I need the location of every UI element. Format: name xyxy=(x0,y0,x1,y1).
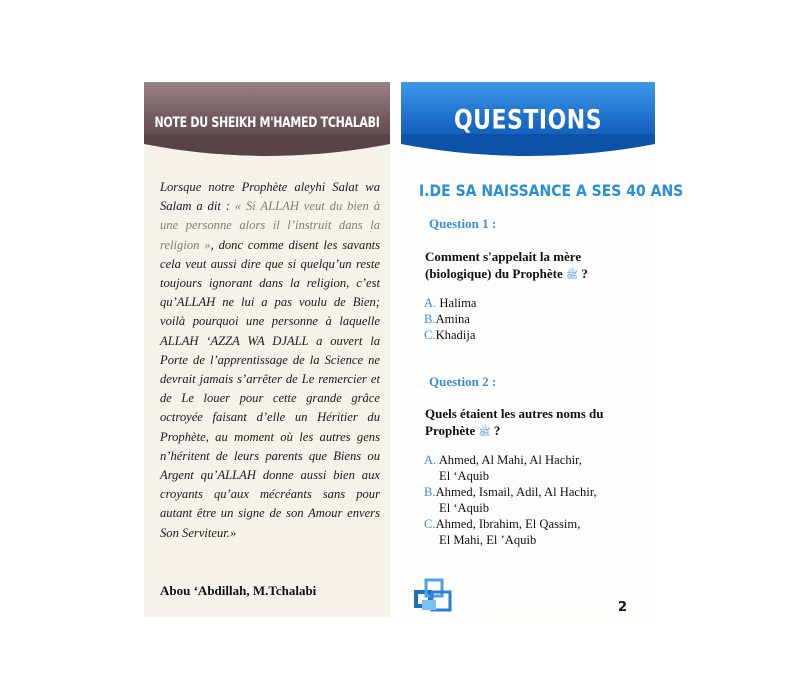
quote-hadith: « Si ALLAH veut du bien à une personne alors il l’instruit dans la religion » xyxy=(160,199,380,252)
section-title: I.DE SA NAISSANCE A SES 40 ANS xyxy=(419,182,684,201)
answer-continuation: El ‘Aquib xyxy=(439,501,490,515)
page-number: 2 xyxy=(618,600,628,615)
banner-curve xyxy=(144,134,390,156)
answer-text: Halima xyxy=(436,296,477,310)
answer-option[interactable] xyxy=(424,295,644,311)
answer-continuation: El Mahi, El ’Aquib xyxy=(439,533,537,547)
question-1-answers xyxy=(424,295,644,343)
answer-option[interactable] xyxy=(424,311,644,327)
question-1-body: Comment s'appelait la mère (biologique) du Prophète xyxy=(425,249,582,281)
question-2-answers xyxy=(424,452,644,548)
left-page xyxy=(144,82,390,617)
answer-letter: A. xyxy=(424,453,437,467)
banner-curve xyxy=(401,134,655,156)
answer-letter: B. xyxy=(424,485,436,499)
signature: Abou ‘Abdillah, M.Tchalabi xyxy=(160,583,317,598)
question-1-text xyxy=(425,248,635,284)
answer-option[interactable] xyxy=(424,327,644,343)
answer-letter: C. xyxy=(424,328,436,342)
sheikh-quote xyxy=(160,178,380,543)
answer-text: Ahmed, Al Mahi, Al Hachir, xyxy=(436,453,582,467)
quote-intro: Lorsque notre Prophète aleyhi Salat wa Salam a dit : xyxy=(160,180,380,214)
pbuh-icon: ﷺ xyxy=(478,427,491,438)
question-1-end: ? xyxy=(578,266,588,281)
answer-continuation: El ‘Aquib xyxy=(439,469,490,483)
logo-icon xyxy=(412,576,454,614)
right-banner xyxy=(401,82,655,154)
pbuh-icon: ﷺ xyxy=(565,270,579,281)
question-2-body: Quels étaient les autres noms du Prophète xyxy=(425,406,604,438)
question-2-text xyxy=(425,405,635,441)
left-banner-title: NOTE DU SHEIKH M'HAMED TCHALABI xyxy=(154,114,380,131)
question-2-end: ? xyxy=(490,423,501,438)
answer-letter: A. xyxy=(424,296,437,310)
right-banner-title: QUESTIONS xyxy=(453,105,603,136)
answer-letter: B. xyxy=(424,312,436,326)
question-1-label: Question 1 : xyxy=(429,216,497,231)
question-2-label: Question 2 : xyxy=(429,374,497,389)
right-page xyxy=(401,82,684,617)
answer-text: Ahmed, Ibrahim, El Qassim, xyxy=(435,517,581,531)
quote-body: , donc comme disent les savants cela veut aussi dire que si quelqu’un reste toujours ignorant dans la religion, c’est qu’ALLAH ne lui a pas voulu de Bien; voilà pourquoi une personne à laquelle ALLAH ‘AZZA WA DJALL a ouvert la Porte de l’apprentissage de la Science ne devrait jamais s’arrêter de Le remercier et de Le louer pour cette grande grâce octroyée faisant d’elle un Héritier du Prophète, au moment où les autres gens n’héritent de leurs parents que Biens ou Argent qu’ALLAH donne aussi bien aux croyants qu’aux mécréants sans pour autant être un signe de son Amour envers Son Serviteur.» xyxy=(160,237,381,540)
answer-letter: C. xyxy=(424,517,436,531)
answer-option[interactable] xyxy=(424,484,644,516)
answer-option[interactable] xyxy=(424,516,644,548)
answer-text: Khadija xyxy=(435,328,476,342)
answer-text: Ahmed, Ismail, Adil, Al Hachir, xyxy=(435,485,597,499)
left-banner xyxy=(144,82,390,154)
answer-text: Amina xyxy=(435,312,470,326)
answer-option[interactable] xyxy=(424,452,644,484)
